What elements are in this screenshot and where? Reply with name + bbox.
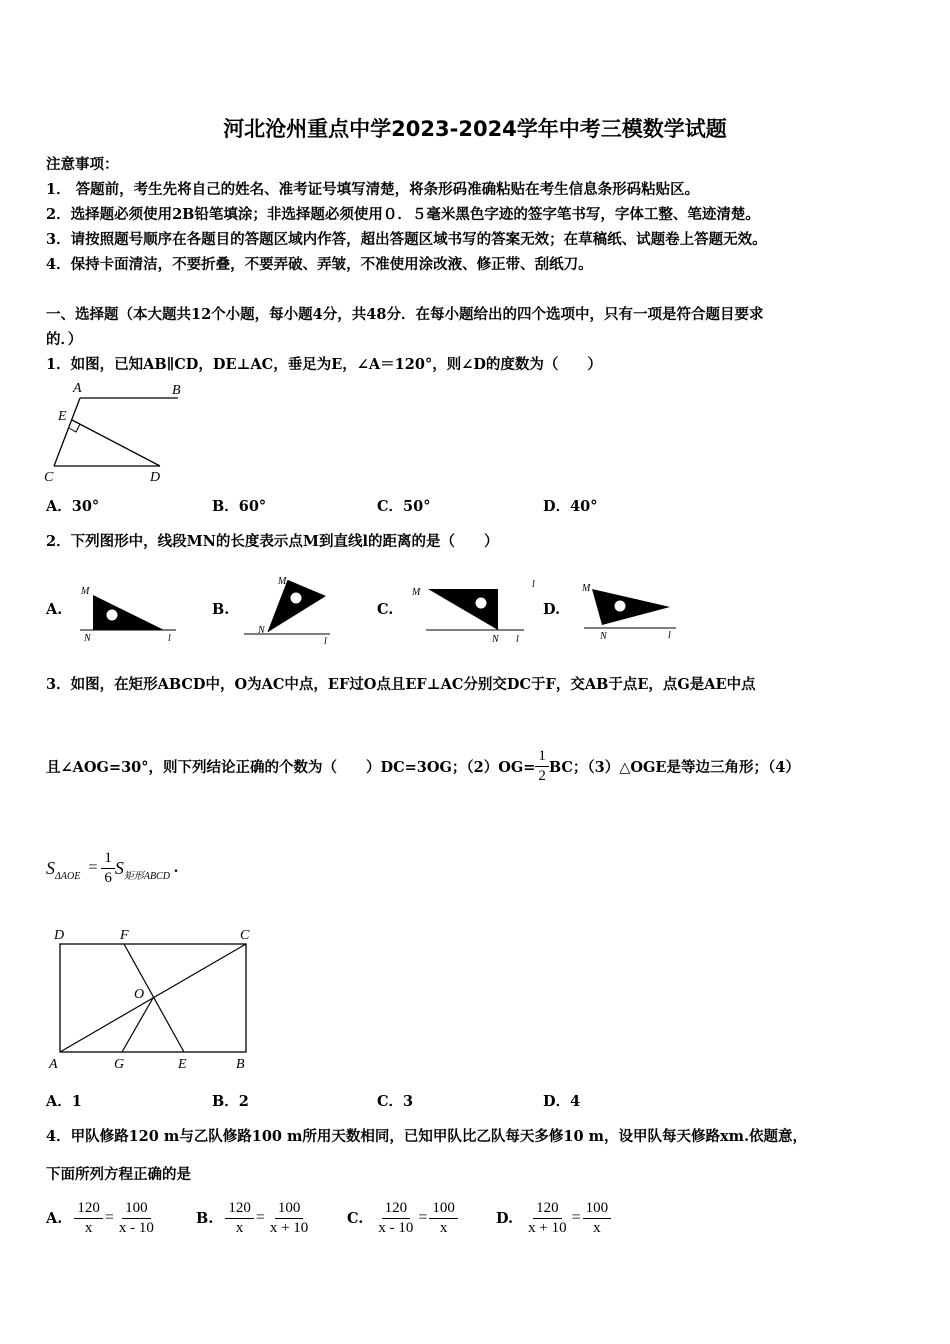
q2-figure-b bbox=[240, 572, 340, 647]
q3-area-formula: S ΔAOE = $\frac{1}{6}$ S 矩形ABCD . bbox=[46, 849, 178, 886]
svg-text:l: l bbox=[168, 633, 171, 644]
q2-text: 2．下列图形中，线段MN的长度表示点M到直线l的距离的是（ ） bbox=[46, 533, 499, 550]
fraction-sixth: $\frac{1}{6}$ bbox=[101, 849, 115, 888]
label-b: B bbox=[172, 383, 181, 398]
q3-figure bbox=[44, 920, 264, 1075]
svg-text:M: M bbox=[81, 586, 90, 597]
notice-item-2: 2．选择题必须使用2B铅笔填涂；非选择题必须使用０．５毫米黑色字迹的签字笔书写，字体工整、笔迹清楚。 bbox=[46, 206, 760, 223]
q2-option-a: A. bbox=[46, 601, 63, 618]
fraction-half: $\frac{1}{2}$ bbox=[535, 747, 549, 786]
q2-option-b: B. bbox=[212, 601, 230, 618]
q2-figure-c bbox=[408, 575, 538, 647]
line-de bbox=[72, 420, 160, 466]
triangle bbox=[93, 595, 164, 630]
q3-option-d: D．4 bbox=[543, 1093, 581, 1110]
hole bbox=[615, 601, 626, 612]
q1-figure bbox=[40, 378, 190, 488]
q4-text-line1: 4．甲队修路120 m与乙队修路100 m所用天数相同，已知甲队比乙队每天多修10 m，设甲队每天修路xm.依题意， bbox=[46, 1128, 808, 1145]
section-heading-cont: 的．） bbox=[46, 331, 83, 348]
svg-text:N: N bbox=[84, 633, 91, 644]
notice-heading: 注意事项： bbox=[46, 156, 119, 173]
svg-text:M: M bbox=[412, 587, 421, 598]
svg-text:D: D bbox=[54, 928, 65, 943]
q2-figure-d bbox=[572, 575, 682, 647]
q3-text-part1: 且∠AOG=30°，则下列结论正确的个数为（ ）DC=3OG；（2）OG= bbox=[46, 758, 536, 776]
line-og bbox=[122, 998, 153, 1052]
q1-option-c: C．50° bbox=[377, 498, 431, 515]
q3-text-line2 bbox=[46, 734, 800, 798]
label-c: C bbox=[44, 470, 54, 485]
notice-item-4: 4．保持卡面清洁，不要折叠，不要弄破、弄皱，不准使用涂改液、修正带、刮纸刀。 bbox=[46, 256, 593, 273]
svg-text:N: N bbox=[600, 631, 607, 642]
hole bbox=[291, 593, 302, 604]
hole bbox=[476, 598, 487, 609]
q3-text-part2: BC；（3）△OGE是等边三角形；（4） bbox=[548, 758, 800, 776]
right-angle-mark bbox=[69, 424, 80, 432]
section-heading: 一、选择题（本大题共12个小题，每小题4分，共48分．在每小题给出的四个选项中，只有一项是符合题目要求 bbox=[46, 306, 764, 323]
triangle bbox=[428, 589, 498, 630]
svg-text:N: N bbox=[258, 625, 265, 636]
label-a: A bbox=[73, 381, 82, 396]
svg-text:l: l bbox=[532, 579, 535, 590]
label-d: D bbox=[150, 470, 161, 485]
q4-option-c: C. $\frac{120}{x - 10}$ = $\frac{100}{x}$ bbox=[347, 1193, 458, 1243]
svg-text:A: A bbox=[49, 1057, 58, 1072]
q3-option-c: C．3 bbox=[377, 1093, 414, 1110]
svg-text:M: M bbox=[582, 583, 591, 594]
notice-item-1: 1． 答题前，考生先将自己的姓名、准考证号填写清楚，将条形码准确粘贴在考生信息条形码粘贴区。 bbox=[46, 181, 700, 198]
svg-text:F: F bbox=[120, 928, 129, 943]
svg-text:O: O bbox=[134, 987, 145, 1002]
q2-option-d: D. bbox=[543, 601, 561, 618]
q3-text-line1: 3．如图，在矩形ABCD中，O为AC中点，EF过O点且EF⊥AC分别交DC于F，交AB于点E，点G是AE中点 bbox=[46, 676, 756, 693]
q2-figure-a bbox=[76, 578, 186, 648]
svg-text:E: E bbox=[178, 1057, 187, 1072]
page-title: 河北沧州重点中学2023-2024学年中考三模数学试题 bbox=[223, 117, 727, 141]
svg-text:l: l bbox=[516, 634, 519, 645]
svg-text:M: M bbox=[278, 576, 287, 587]
svg-text:N: N bbox=[492, 634, 499, 645]
triangle bbox=[268, 580, 326, 632]
svg-text:B: B bbox=[236, 1057, 245, 1072]
q4-text-line2: 下面所列方程正确的是 bbox=[46, 1166, 191, 1183]
label-e: E bbox=[58, 409, 67, 424]
q1-option-b: B．60° bbox=[212, 498, 267, 515]
q3-option-b: B．2 bbox=[212, 1093, 249, 1110]
svg-text:l: l bbox=[324, 636, 327, 647]
svg-text:G: G bbox=[114, 1057, 125, 1072]
q1-option-d: D．40° bbox=[543, 498, 598, 515]
q4-option-d: D. $\frac{120}{x + 10}$ = $\frac{100}{x}$ bbox=[496, 1193, 611, 1243]
q4-option-a: A. $\frac{120}{x}$ = $\frac{100}{x - 10}$ bbox=[46, 1199, 154, 1236]
q1-option-a: A．30° bbox=[46, 498, 100, 515]
notice-item-3: 3．请按照题号顺序在各题目的答题区域内作答，超出答题区域书写的答案无效；在草稿纸、试题卷上答题无效。 bbox=[46, 231, 767, 248]
q1-text: 1．如图，已知AB∥CD，DE⊥AC，垂足为E，∠A＝120°，则∠D的度数为（ ） bbox=[46, 356, 602, 373]
triangle bbox=[592, 589, 670, 625]
svg-text:l: l bbox=[668, 630, 671, 641]
line-ef bbox=[124, 944, 184, 1052]
q2-option-c: C. bbox=[377, 601, 394, 618]
hole bbox=[107, 610, 118, 621]
svg-text:C: C bbox=[240, 928, 250, 943]
q3-option-a: A．1 bbox=[46, 1093, 82, 1110]
q4-option-b: B. $\frac{120}{x}$ = $\frac{100}{x + 10}$ bbox=[196, 1199, 309, 1236]
